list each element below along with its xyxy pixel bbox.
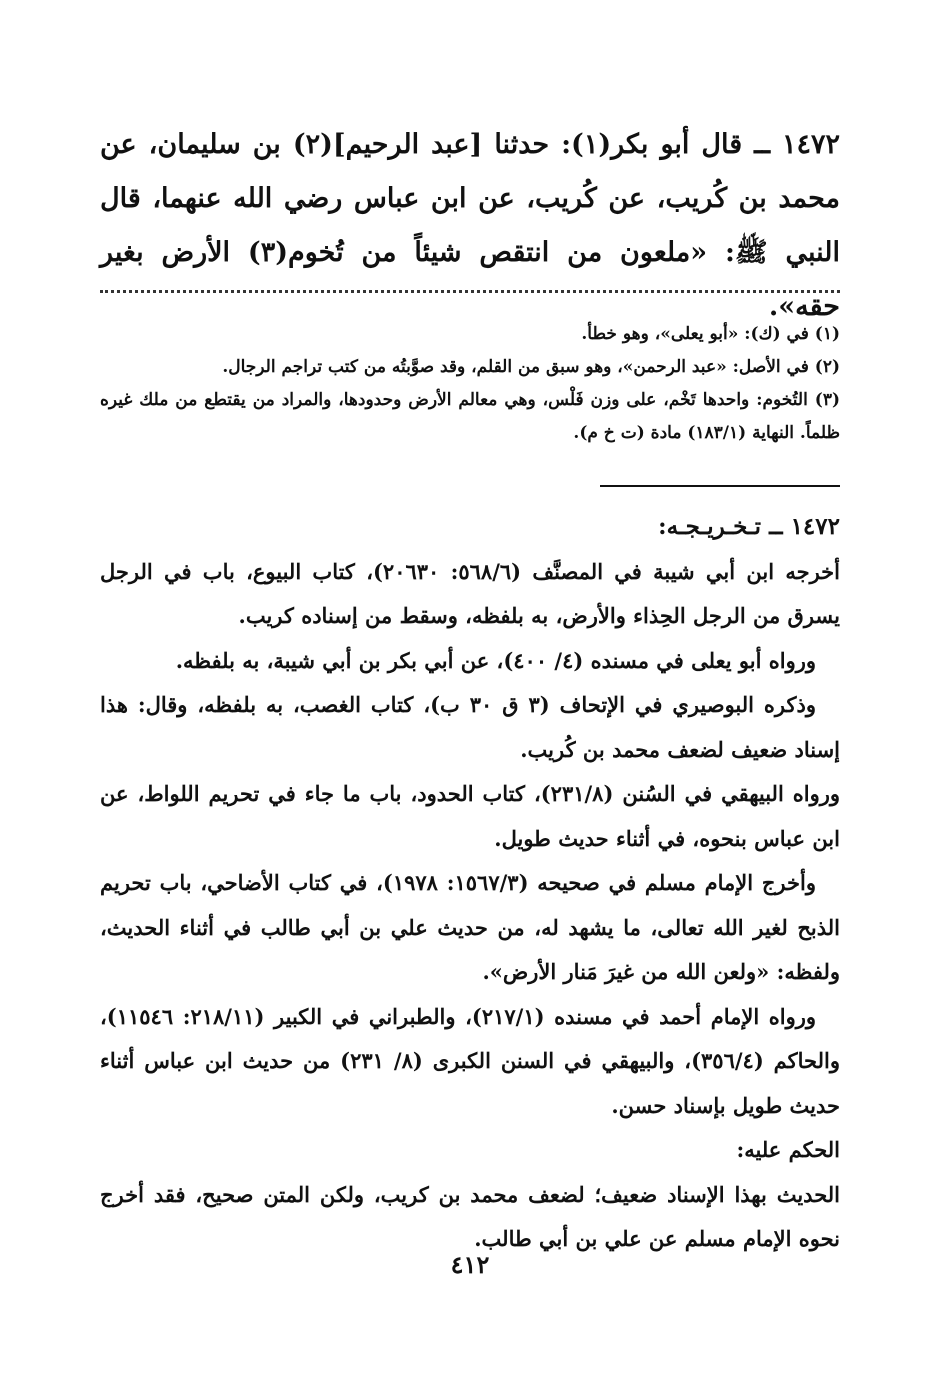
takhrij-paragraph: ورواه الإمام أحمد في مسنده (٢١٧/١)، والطبراني في الكبير (٢١٨/١١: ١١٥٤٦)، والحاكم (٣٥٦/٤)، والبيهقي في السنن الكبرى (٨/ ٢٣١) من حديث ابن عباس أثناء حديث طويل بإسناد حسن. xyxy=(100,1003,840,1118)
footnotes xyxy=(100,318,840,450)
footnote-3: (٣) التُخوم: واحدها تَخْم، على وزن فَلْس، وهي معالم الأرض وحدودها، والمراد من يقتطع من ملك غيره ظلماً. النهاية (١٨٣/١) مادة (ت خ م). xyxy=(100,390,840,443)
takhrij-paragraph: ورواه أبو يعلى في مسنده (٤/ ٤٠٠)، عن أبي بكر بن أبي شيبة، به بلفظه. xyxy=(175,647,816,673)
takhrij-heading: ١٤٧٢ ــ تـخـريـجـه: xyxy=(658,513,840,540)
page-number: ٤١٢ xyxy=(450,1250,490,1279)
hadith-text-block xyxy=(100,118,840,334)
takhrij-paragraph: أخرجه ابن أبي شيبة في المصنَّف (٥٦٨/٦: ٢٠٦٣٠)، كتاب البيوع، باب في الرجل يسرق من الرجل الحِذاء والأرض، به بلفظه، وسقط من إسناده كريب. xyxy=(100,558,840,628)
takhrij-section xyxy=(100,505,840,1262)
takhrij-paragraph: وأخرج الإمام مسلم في صحيحه (١٥٦٧/٣: ١٩٧٨)، في كتاب الأضاحي، باب تحريم الذبح لغير الله تعالى، ما يشهد له، من حديث علي بن أبي طالب في أثناء الحديث، ولفظه: «ولعن الله من غيرَ مَنار الأرض». xyxy=(100,870,840,984)
ruling-text: الحديث بهذا الإسناد ضعيف؛ لضعف محمد بن كريب، ولكن المتن صحيح، فقد أخرج نحوه الإمام مسلم عن علي بن أبي طالب. xyxy=(100,1181,840,1251)
takhrij-paragraph: وذكره البوصيري في الإتحاف (٣ ق ٣٠ ب)، كتاب الغصب، به بلفظه، وقال: هذا إسناد ضعيف لضعف محمد بن كُريب. xyxy=(100,692,840,762)
hadith-text: ١٤٧٢ ــ قال أبو بكر(١): حدثنا [عبد الرحيم](٢) بن سليمان، عن محمد بن كُريب، عن كُريب، عن ابن عباس رضي الله عنهما، قال النبي ﷺ: «ملعون من انتقص شيئاً من تُخوم(٣) الأرض بغير حقه». xyxy=(100,129,841,322)
footnote-separator xyxy=(100,290,840,293)
takhrij-paragraph: ورواه البيهقي في السُنن (٢٣١/٨)، كتاب الحدود، باب ما جاء في تحريم اللواط، عن ابن عباس بنحوه، في أثناء حديث طويل. xyxy=(100,781,840,851)
ruling-heading: الحكم عليه: xyxy=(736,1137,840,1162)
section-divider xyxy=(600,485,840,487)
footnote-1: (١) في (ك): «أبو يعلى»، وهو خطأ. xyxy=(581,324,840,344)
footnote-2: (٢) في الأصل: «عبد الرحمن»، وهو سبق من القلم، وقد صوَّبتُه من كتب تراجم الرجال. xyxy=(222,357,840,377)
